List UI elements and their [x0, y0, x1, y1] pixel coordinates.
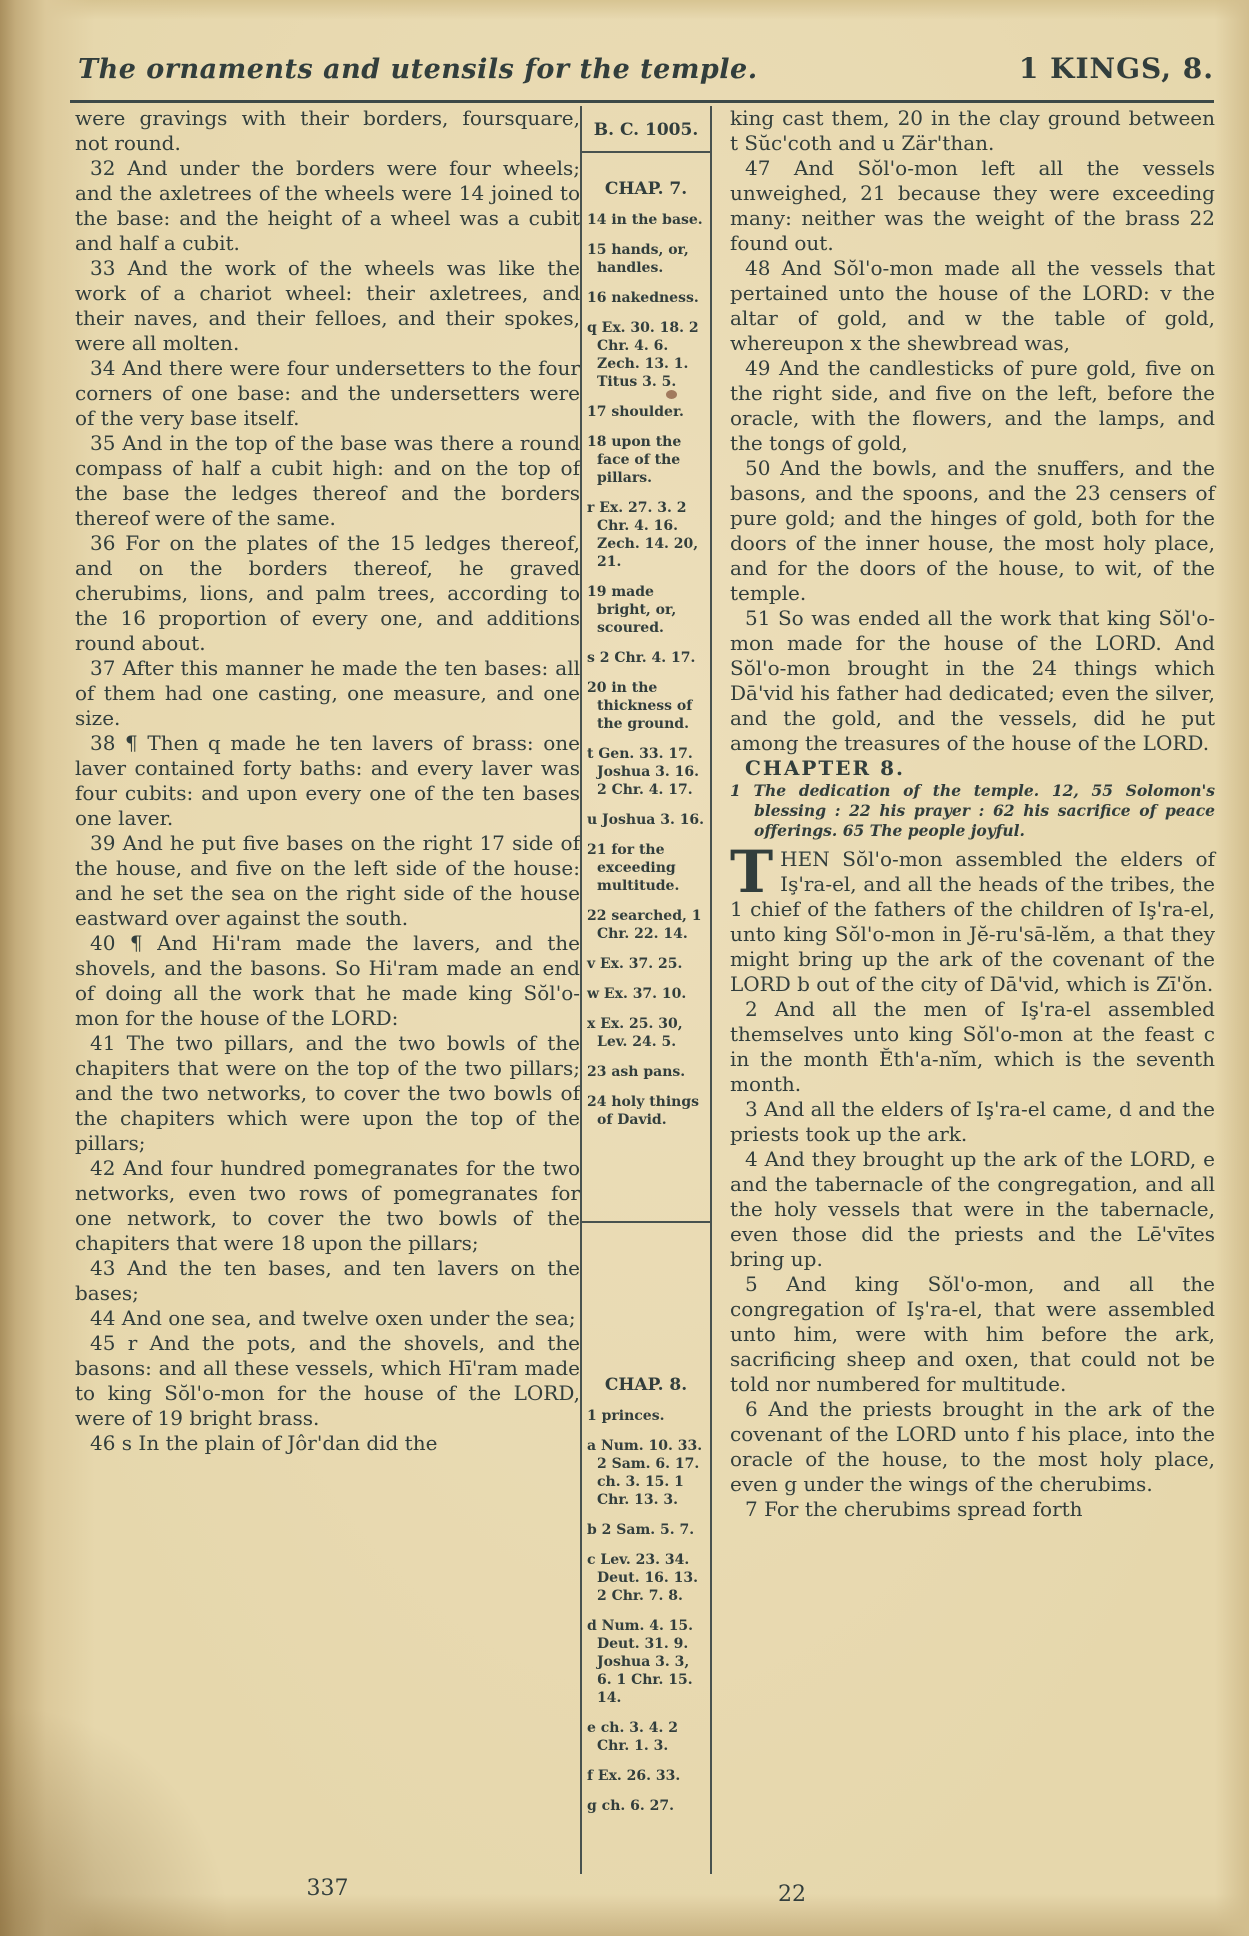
- margin-note: 17 shoulder.: [587, 404, 684, 420]
- margin-note: v Ex. 37. 25.: [587, 956, 683, 972]
- margin-note: x Ex. 25. 30, Lev. 24. 5.: [587, 1016, 683, 1050]
- margin-note: d Num. 4. 15. Deut. 31. 9. Joshua 3. 3, 6. 1 Chr. 15. 14.: [587, 1618, 694, 1706]
- chapter-8-summary: 1 The dedication of the temple. 12, 55 Solomon's blessing : 22 his prayer : 62 his sacrifice of peace offerings. 65 The people joyful.: [730, 781, 1215, 840]
- verse: 34 And there were four undersetters to the four corners of one base: and the undersetters were of the very base itself.: [75, 356, 580, 430]
- verse: 2 And all the men of Iş'ra-el assembled themselves unto king Sŏl'o-mon at the feast c in the month Ĕth'a-nĭm, which is the seventh month.: [730, 997, 1215, 1096]
- verse: 32 And under the borders were four wheels; and the axletrees of the wheels were 14 joined to the base: and the height of a wheel was a cubit and half a cubit.: [75, 156, 580, 255]
- verse: 39 And he put five bases on the right 17 side of the house, and five on the left side of the house: and he set the sea on the right side of the house eastward over against the south.: [75, 831, 580, 930]
- margin-note: w Ex. 37. 10.: [587, 986, 687, 1002]
- margin-note: 15 hands, or, handles.: [587, 242, 689, 276]
- margin-note: 19 made bright, or, scoured.: [587, 584, 677, 636]
- verse: 40 ¶ And Hi'ram made the lavers, and the shovels, and the basons. So Hi'ram made an end of doing all the work that he made king Sŏl'o-mon for the house of the LORD:: [75, 931, 580, 1030]
- verse: 50 And the bowls, and the snuffers, and the basons, and the spoons, and the 23 censers of pure gold; and the hinges of gold, both for the doors of the inner house, the most holy place, and for the doors of the house, to wit, of the temple.: [730, 456, 1215, 605]
- three-column-layout: [75, 106, 1215, 1874]
- verse: 41 The two pillars, and the two bowls of the chapiters that were on the top of the two pillars; and the two networks, to cover the two bowls of the chapiters which were upon the top of the pillars;: [75, 1031, 580, 1155]
- verse: 45 r And the pots, and the shovels, and the basons: and all these vessels, which Hī'ram made to king Sŏl'o-mon for the house of the LORD, were of 19 bright brass.: [75, 1331, 580, 1430]
- margin-section-rule: [582, 1221, 710, 1223]
- page-header: [78, 52, 1214, 85]
- verse: 38 ¶ Then q made he ten lavers of brass: one laver contained forty baths: and every laver was four cubits: and upon every one of the ten bases one laver.: [75, 731, 580, 830]
- page-number-337: 337: [306, 1876, 349, 1901]
- margin-note: 24 holy things of David.: [587, 1094, 700, 1128]
- margin-note: 21 for the exceeding multitude.: [587, 842, 680, 894]
- margin-note: g ch. 6. 27.: [587, 1798, 674, 1814]
- margin-note: 14 in the base.: [587, 212, 703, 228]
- verse: 46 s In the plain of Jôr'dan did the: [90, 1431, 438, 1455]
- verse: 5 And king Sŏl'o-mon, and all the congregation of Iş'ra-el, that were assembled unto him, were with him before the ark, sacrificing sheep and oxen, that could not be told nor numbered for multitude.: [730, 1272, 1215, 1396]
- margin-note: 20 in the thickness of the ground.: [587, 680, 693, 732]
- verse: 42 And four hundred pomegranates for the two networks, even two rows of pomegranates for one network, to cover the two bowls of the chapiters that were 18 upon the pillars;: [75, 1156, 580, 1255]
- verse: 51 So was ended all the work that king Sŏl'o-mon made for the house of the LORD. And Sŏl'o-mon brought in the 24 things which Dā'vid his father had dedicated; even the silver, and the gold, and the vessels, did he put among the treasures of the house of the LORD.: [730, 606, 1215, 755]
- margin-note: q Ex. 30. 18. 2 Chr. 4. 6. Zech. 13. 1. Titus 3. 5.: [587, 320, 699, 390]
- verse: 48 And Sŏl'o-mon made all the vessels that pertained unto the house of the LORD: v the altar of gold, and w the table of gold, whereupon x the shewbread was,: [730, 256, 1215, 355]
- cross-reference-margin-column: [580, 106, 712, 1874]
- drop-cap-initial: T: [730, 838, 774, 906]
- verse: 37 After this manner he made the ten bases: all of them had one casting, one measure, and one size.: [75, 656, 580, 730]
- margin-note: 18 upon the face of the pillars.: [587, 434, 682, 486]
- verse: 4 And they brought up the ark of the LORD, e and the tabernacle of the congregation, and all the holy vessels that were in the tabernacle, even those did the priests and the Lē'vītes bring up.: [730, 1147, 1215, 1271]
- margin-note: s 2 Chr. 4. 17.: [587, 650, 696, 666]
- margin-note: e ch. 3. 4. 2 Chr. 1. 3.: [587, 1720, 678, 1754]
- margin-note: 1 princes.: [587, 1408, 665, 1424]
- right-text-column: [712, 106, 1215, 1874]
- verse: 36 For on the plates of the 15 ledges thereof, and on the borders thereof, he graved cherubims, lions, and palm trees, according to the 16 proportion of every one, and additions round about.: [75, 531, 580, 655]
- margin-note: c Lev. 23. 34. Deut. 16. 13. 2 Chr. 7. 8.: [587, 1552, 699, 1604]
- margin-note: 16 nakedness.: [587, 290, 699, 306]
- margin-chapter-8-heading: CHAP. 8.: [604, 1375, 688, 1395]
- margin-note: f Ex. 26. 33.: [587, 1768, 681, 1784]
- verse: 49 And the candlesticks of pure gold, five on the right side, and five on the left, before the oracle, with the flowers, and the lamps, and the tongs of gold,: [730, 356, 1215, 455]
- verse: 3 And all the elders of Iş'ra-el came, d and the priests took up the ark.: [730, 1097, 1215, 1146]
- chapter-8-heading: CHAPTER 8.: [745, 756, 905, 780]
- verse: 6 And the priests brought in the ark of the covenant of the LORD unto f his place, into the oracle of the house, to the most holy place, even g under the wings of the cherubims.: [730, 1397, 1215, 1496]
- header-rule: [70, 100, 1214, 103]
- verse: king cast them, 20 in the clay ground between t Sŭc'coth and u Zär'than.: [730, 106, 1215, 155]
- margin-note: b 2 Sam. 5. 7.: [587, 1522, 695, 1538]
- margin-note: 22 searched, 1 Chr. 22. 14.: [587, 908, 702, 942]
- margin-note: 23 ash pans.: [587, 1064, 686, 1080]
- verse-with-dropcap: [730, 838, 1215, 997]
- verse: 35 And in the top of the base was there a round compass of half a cubit high: and on the top of the base the ledges thereof and the borders thereof were of the same.: [75, 431, 580, 530]
- margin-note: r Ex. 27. 3. 2 Chr. 4. 16. Zech. 14. 20, 21.: [587, 500, 699, 570]
- margin-note: t Gen. 33. 17. Joshua 3. 16. 2 Chr. 4. 17.: [587, 746, 699, 798]
- running-head-book-reference: 1 KINGS, 8.: [1018, 52, 1214, 85]
- verse: 43 And the ten bases, and ten lavers on the bases;: [75, 1256, 580, 1305]
- margin-note: a Num. 10. 33. 2 Sam. 6. 17. ch. 3. 15. 1 Chr. 13. 3.: [587, 1438, 703, 1508]
- verse: 7 For the cherubims spread forth: [745, 1497, 1083, 1521]
- margin-chapter-7-heading: CHAP. 7.: [604, 179, 688, 199]
- verse: were gravings with their borders, foursquare, not round.: [75, 106, 580, 155]
- left-text-column: [75, 106, 580, 1874]
- verse-text: HEN Sŏl'o-mon assembled the elders of Iş'ra-el, and all the heads of the tribes, the 1 chief of the fathers of the children of Iş'ra-el, unto king Sŏl'o-mon in Jĕ-ru'sā-lĕm, a that they might bring up the ark of the covenant of the LORD b out of the city of Dā'vid, which is Zī'ŏn.: [730, 847, 1215, 996]
- verse: 44 And one sea, and twelve oxen under the sea;: [90, 1306, 576, 1330]
- verse: 33 And the work of the wheels was like the work of a chariot wheel: their axletrees, and their naves, and their felloes, and their spokes, were all molten.: [75, 256, 580, 355]
- signature-number-22: 22: [778, 1882, 806, 1907]
- margin-note: u Joshua 3. 16.: [587, 812, 705, 828]
- verse: 47 And Sŏl'o-mon left all the vessels unweighed, 21 because they were exceeding many: neither was the weight of the brass 22 found out.: [730, 156, 1215, 255]
- date-annotation: B. C. 1005.: [582, 106, 710, 153]
- running-head-title: The ornaments and utensils for the temple.: [78, 54, 758, 85]
